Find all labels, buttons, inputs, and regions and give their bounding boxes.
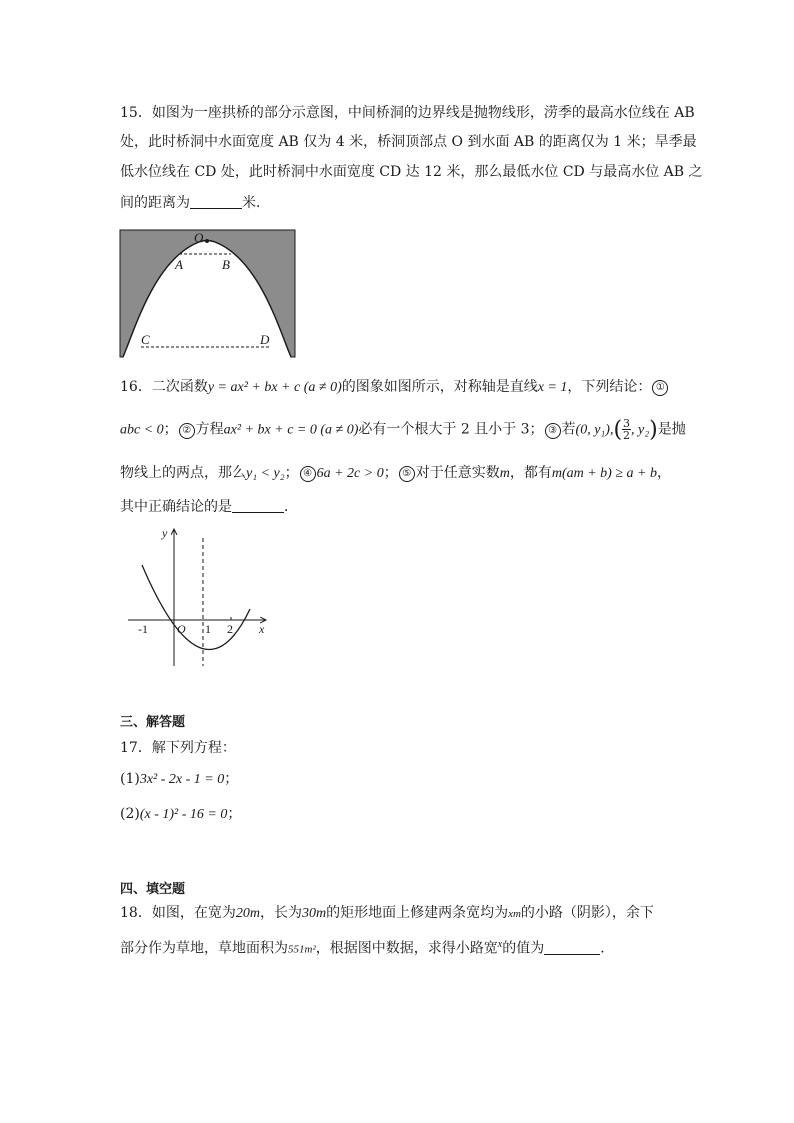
q18-text: 的矩形地面上修建两条宽均为 (326, 905, 509, 921)
q17-equation-1: 3x² - 2x - 1 = 0 (139, 772, 225, 787)
q16-text: 对于任意实数 (415, 465, 500, 481)
length-value: 30m (301, 906, 327, 921)
q16-equation: ax² + bx + c = 0 (a ≠ 0) (223, 422, 359, 438)
q16-text: ； (284, 465, 299, 481)
conclusion-5-marker: ⑤ (399, 466, 415, 482)
q18-text: ，根据图中数据，求得小路宽 (315, 940, 498, 957)
section-3-title: 三、解答题 (120, 715, 186, 730)
q17-part-2 (120, 804, 241, 825)
q16-line-2: abc < 0； ② 方程ax² + bx + c = 0 (a ≠ 0)必有一个根大于 2 且小于 3； ③ 若(0, y₁),( $\frac{3}{2}$ , y₂)是抛 (120, 417, 686, 443)
q17-title: 17．解下列方程： (120, 740, 236, 756)
q17-text: ； (224, 771, 239, 787)
q18-text: 的值为 (502, 940, 545, 957)
q16-text: 16．二次函数 (120, 379, 208, 395)
section-4-title: 四、填空题 (120, 882, 186, 897)
q16-conclusion-1: abc < 0 (120, 422, 164, 438)
label-o: O (194, 230, 204, 245)
q17-part-2-label: (2) (120, 806, 140, 822)
q17-equation-2: (x - 1)² - 16 = 0 (139, 807, 228, 822)
q15-line-4-end: 米． (242, 195, 270, 211)
q15-line-4 (120, 193, 270, 213)
q18-line-2 (120, 935, 614, 960)
q17-text: ； (227, 806, 242, 822)
label-y: y (162, 526, 168, 540)
q18-text: 部分作为草地，草地面积为 (120, 940, 288, 957)
path-width: xm (508, 908, 521, 920)
conclusion-2-marker: ② (179, 423, 195, 439)
q16-line-3 (120, 463, 671, 484)
lawn-area: 551m² (288, 943, 316, 956)
q16-text: 的图象如图所示，对称轴是直线 (341, 379, 538, 395)
q16-text: ， (656, 465, 671, 481)
q16-conclusion-5: m(am + b) ≥ a + b (551, 466, 657, 481)
q16-text: 是抛 (657, 421, 686, 438)
label-two: 2 (227, 622, 233, 636)
conclusion-1-marker: ① (652, 380, 668, 396)
q16-text: ； (383, 465, 398, 481)
point-1: (0, y₁), (575, 422, 614, 438)
variable-m: m (499, 466, 510, 481)
q15-line-1: 15．如图为一座拱桥的部分示意图，中间桥洞的边界线是抛物线形，涝季的最高水位线在 AB (120, 105, 695, 121)
point-o (205, 239, 209, 243)
q15-line-2: 处，此时桥洞中水面宽度 AB 仅为 4 米，桥洞顶部点 O 到水面 AB 的距离仅为 1 米；旱季最 (120, 134, 697, 150)
q16-line-1 (120, 377, 669, 398)
q18-text: 18．如图，在宽为 (120, 905, 236, 921)
q17-part-1-label: (1) (120, 771, 140, 787)
q16-answer-blank[interactable] (232, 512, 284, 513)
q16-inequality: y₁ < y₂ (246, 466, 285, 481)
q16-text: ，都有 (509, 465, 552, 481)
q18-answer-blank[interactable] (544, 954, 600, 955)
point-2: , y₂ (631, 422, 650, 438)
label-d: D (260, 332, 270, 347)
q16-text: 其中正确结论的是 (120, 499, 232, 515)
conclusion-4-marker: ④ (300, 466, 316, 482)
q18-text: 的小路（阴影），余下 (520, 905, 654, 921)
q18-line-1 (120, 903, 654, 924)
q16-conclusion-4: 6a + 2c > 0 (316, 466, 384, 481)
q18-text: ． (600, 940, 615, 957)
label-neg1: -1 (138, 622, 148, 636)
label-one: 1 (205, 622, 211, 636)
q15-answer-blank[interactable] (190, 208, 242, 209)
label-b: B (222, 257, 230, 272)
q16-text: ． (284, 499, 298, 515)
label-a: A (175, 257, 183, 272)
parabola-graph (124, 523, 274, 668)
bridge-figure (119, 229, 297, 359)
q15-line-4-text: 间的距离为 (120, 195, 190, 211)
q17-part-1 (120, 769, 238, 790)
q16-text: ； (163, 421, 178, 438)
q16-function: y = ax² + bx + c (a ≠ 0) (207, 380, 342, 395)
parabola-curve (142, 565, 250, 650)
width-value: 20m (235, 906, 260, 921)
q16-text: 必有一个根大于 2 且小于 3； (358, 421, 544, 438)
fraction-3-2: $\frac{3}{2}$ (623, 417, 631, 442)
q16-text: ，下列结论： (567, 379, 652, 395)
label-c: C (141, 332, 150, 347)
conclusion-3-marker: ③ (545, 423, 561, 439)
q16-text: 若 (561, 421, 576, 438)
q16-axis: x = 1 (537, 380, 568, 395)
variable-x: x (497, 939, 503, 950)
q18-text: ，长为 (259, 905, 302, 921)
label-x: x (259, 622, 265, 636)
q15-line-3: 低水位线在 CD 处，此时桥洞中水面宽度 CD 达 12 米，那么最低水位 CD 与最高水位 AB 之 (120, 164, 703, 180)
q16-line-4 (120, 497, 298, 517)
label-origin: O (177, 622, 186, 636)
q16-text: 方程 (195, 421, 224, 438)
q16-text: 物线上的两点，那么 (120, 465, 246, 481)
